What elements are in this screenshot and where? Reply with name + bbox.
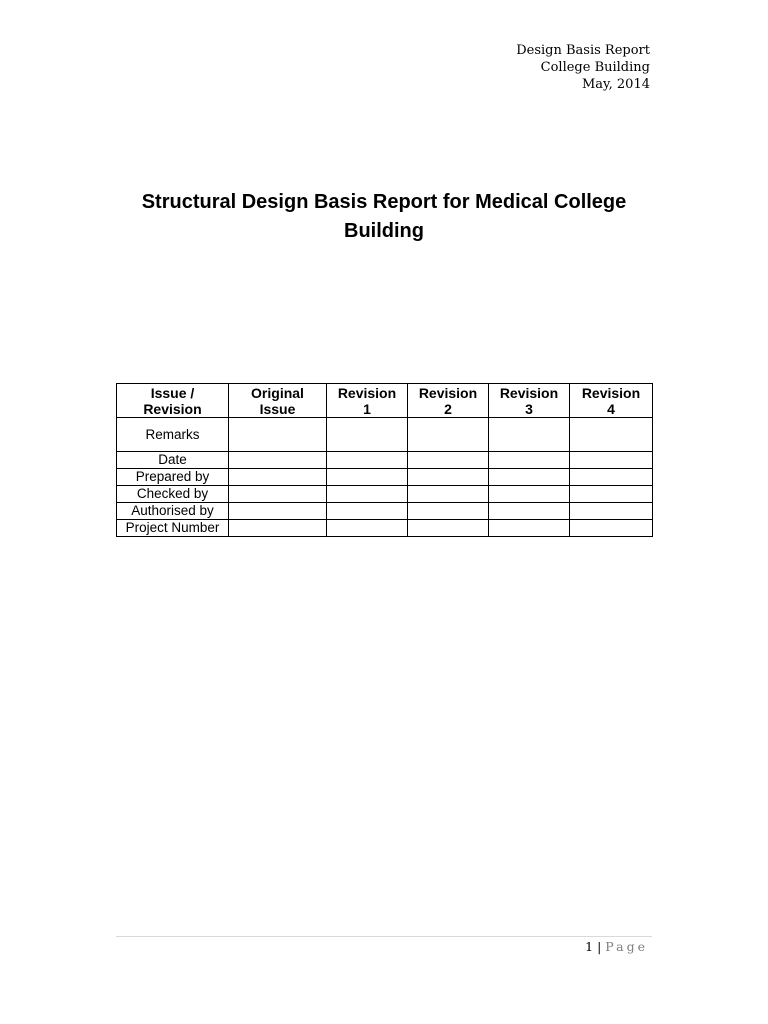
table-cell (327, 503, 408, 520)
table-cell (408, 486, 489, 503)
table-cell (489, 469, 570, 486)
row-label-authorised-by: Authorised by (117, 503, 229, 520)
header-issue-revision: Issue / Revision (117, 384, 229, 418)
footer-separator: | (597, 939, 602, 954)
row-label-prepared-by: Prepared by (117, 469, 229, 486)
page-footer (585, 939, 648, 955)
header-date: May, 2014 (581, 77, 650, 92)
table-cell (327, 520, 408, 537)
table-cell (229, 469, 327, 486)
table-cell (570, 418, 653, 452)
header-revision-1: Revision 1 (327, 384, 408, 418)
table-cell (489, 503, 570, 520)
document-title-line-2: Building (344, 220, 424, 242)
table-row-checked-by (117, 486, 653, 503)
table-cell (229, 486, 327, 503)
table-row-date (117, 452, 653, 469)
table-cell (327, 418, 408, 452)
footer-divider (116, 936, 652, 937)
page-label: Page (605, 939, 648, 954)
table-cell (489, 452, 570, 469)
table-cell (408, 503, 489, 520)
table-row-remarks (117, 418, 653, 452)
table-cell (570, 486, 653, 503)
table-cell (489, 486, 570, 503)
header-building: College Building (540, 60, 650, 75)
document-title-line-1: Structural Design Basis Report for Medical College (141, 191, 627, 213)
table-cell (489, 418, 570, 452)
table-cell (408, 418, 489, 452)
table-cell (570, 503, 653, 520)
revision-table (116, 383, 653, 537)
table-cell (229, 503, 327, 520)
header-original-issue: Original Issue (229, 384, 327, 418)
table-cell (570, 452, 653, 469)
table-row-authorised-by (117, 503, 653, 520)
table-row-project-number (117, 520, 653, 537)
table-cell (327, 486, 408, 503)
row-label-checked-by: Checked by (117, 486, 229, 503)
table-cell (489, 520, 570, 537)
table-cell (570, 520, 653, 537)
running-header (516, 42, 650, 93)
table-cell (229, 418, 327, 452)
header-report-name: Design Basis Report (516, 43, 650, 58)
header-revision-2: Revision 2 (408, 384, 489, 418)
header-revision-4: Revision 4 (570, 384, 653, 418)
table-cell (327, 452, 408, 469)
table-row-prepared-by (117, 469, 653, 486)
document-title (110, 188, 658, 246)
table-cell (570, 469, 653, 486)
table-cell (408, 520, 489, 537)
table-cell (327, 469, 408, 486)
revision-table-header-row (117, 384, 653, 418)
table-cell (408, 469, 489, 486)
page-number: 1 (585, 939, 594, 954)
row-label-date: Date (117, 452, 229, 469)
table-cell (229, 452, 327, 469)
row-label-project-number: Project Number (117, 520, 229, 537)
row-label-remarks: Remarks (117, 418, 229, 452)
table-cell (408, 452, 489, 469)
header-revision-3: Revision 3 (489, 384, 570, 418)
table-cell (229, 520, 327, 537)
